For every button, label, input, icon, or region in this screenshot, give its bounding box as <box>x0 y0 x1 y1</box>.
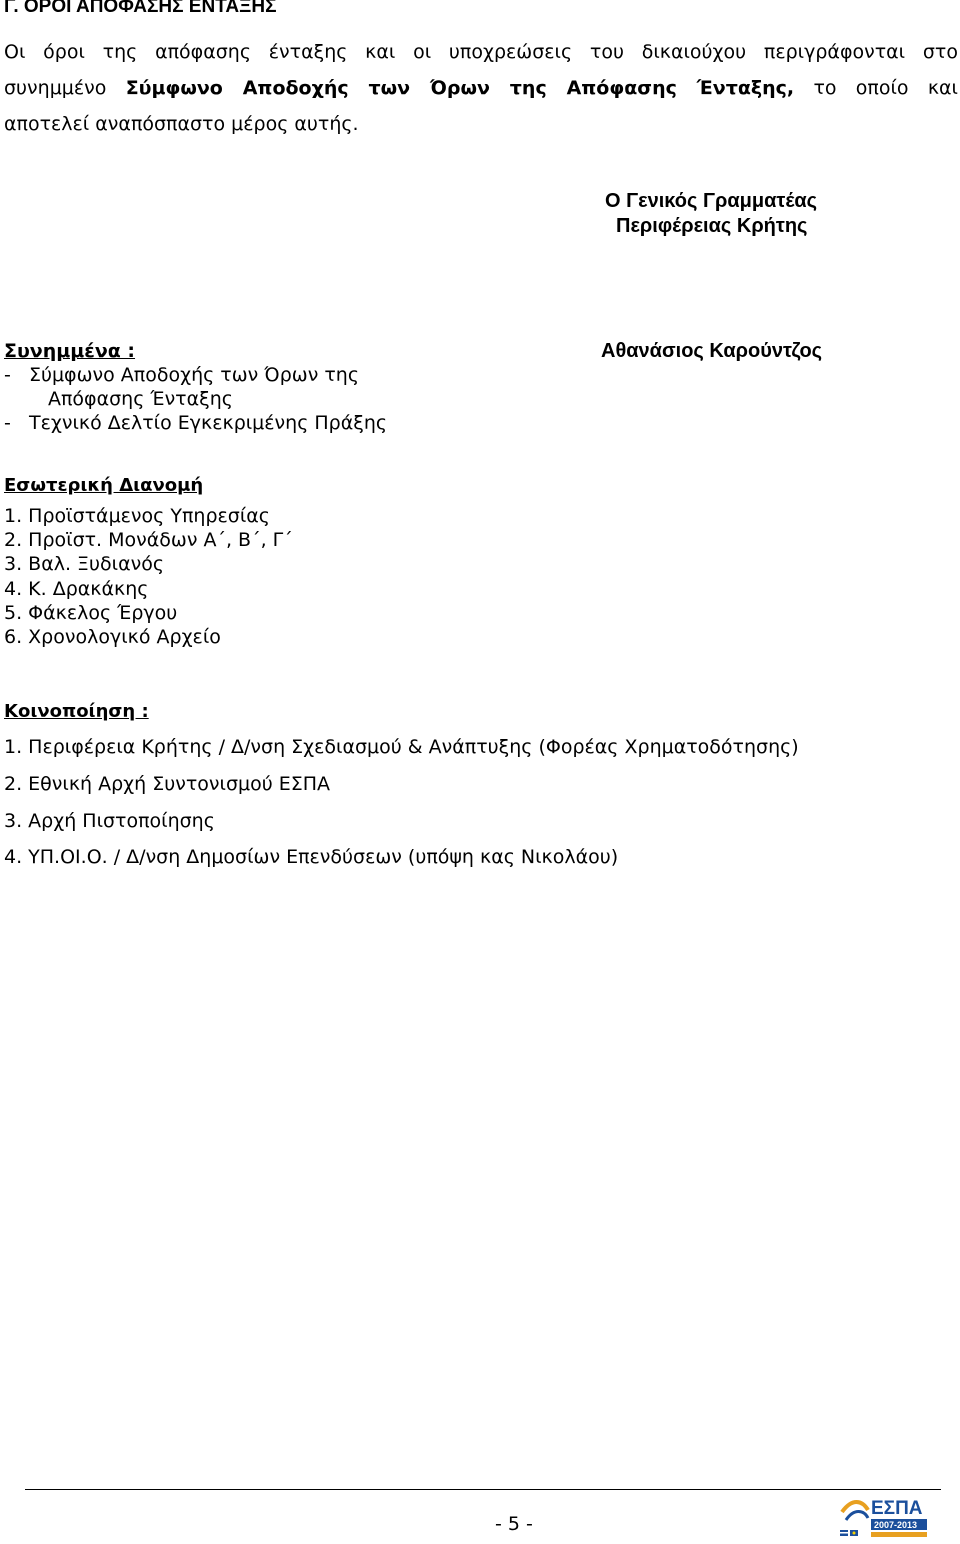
logo-years: 2007-2013 <box>874 1520 918 1530</box>
notification-item: 2. Εθνική Αρχή Συντονισμού ΕΣΠΑ <box>4 773 331 795</box>
attachment-item-1-cont: Απόφασης Ένταξης <box>48 388 233 410</box>
logo-text: ΕΣΠΑ <box>871 1498 923 1519</box>
paragraph-line-2-post: το οποίο και <box>813 77 958 99</box>
attachment-item-2: - Τεχνικό Δελτίο Εγκεκριμένης Πράξης <box>4 412 388 434</box>
paragraph-line-2-bold: Σύμφωνο Αποδοχής των Όρων της Απόφασης Ένταξης, <box>125 77 795 99</box>
paragraph-line-3: αποτελεί αναπόσπαστο μέρος αυτής. <box>4 113 359 135</box>
section-title: Γ. ΟΡΟΙ ΑΠΟΦΑΣΗΣ ΕΝΤΑΞΗΣ <box>4 0 277 17</box>
paragraph-line-2-pre: συνημμένο <box>4 77 107 99</box>
distribution-item: 2. Προϊστ. Μονάδων Α΄, Β΄, Γ΄ <box>4 529 293 551</box>
footer-divider <box>25 1489 941 1490</box>
notification-item: 4. ΥΠ.ΟΙ.Ο. / Δ/νση Δημοσίων Επενδύσεων (υπόψη κας Νικολάου) <box>4 846 619 868</box>
espa-logo <box>838 1492 930 1540</box>
distribution-item: 5. Φάκελος Έργου <box>4 602 178 624</box>
distribution-item: 4. Κ. Δρακάκης <box>4 578 149 600</box>
espa-logo-graphic <box>838 1492 930 1540</box>
signatory-title-line-1: Ο Γενικός Γραμματέας <box>605 190 818 212</box>
notification-heading: Κοινοποίηση : <box>4 701 149 722</box>
internal-distribution-heading: Εσωτερική Διανομή <box>4 475 204 496</box>
paragraph-line-1: Οι όροι της απόφασης ένταξης και οι υποχρεώσεις του δικαιούχου περιγράφονται στο <box>4 41 958 63</box>
attachment-item-1: - Σύμφωνο Αποδοχής των Όρων της <box>4 364 359 386</box>
distribution-item: 3. Βαλ. Ξυδιανός <box>4 553 165 575</box>
notification-item: 3. Αρχή Πιστοποίησης <box>4 810 215 832</box>
distribution-item: 1. Προϊστάμενος Υπηρεσίας <box>4 505 270 527</box>
distribution-item: 6. Χρονολογικό Αρχείο <box>4 626 221 648</box>
page-number: - 5 - <box>495 1513 533 1535</box>
paragraph-line-2 <box>4 77 958 99</box>
signatory-name: Αθανάσιος Καρούντζος <box>601 340 823 362</box>
attachments-heading: Συνημμένα : <box>4 340 136 362</box>
signatory-title-line-2: Περιφέρειας Κρήτης <box>616 215 808 237</box>
notification-item: 1. Περιφέρεια Κρήτης / Δ/νση Σχεδιασμού & Ανάπτυξης (Φορέας Χρηματοδότησης) <box>4 736 799 758</box>
